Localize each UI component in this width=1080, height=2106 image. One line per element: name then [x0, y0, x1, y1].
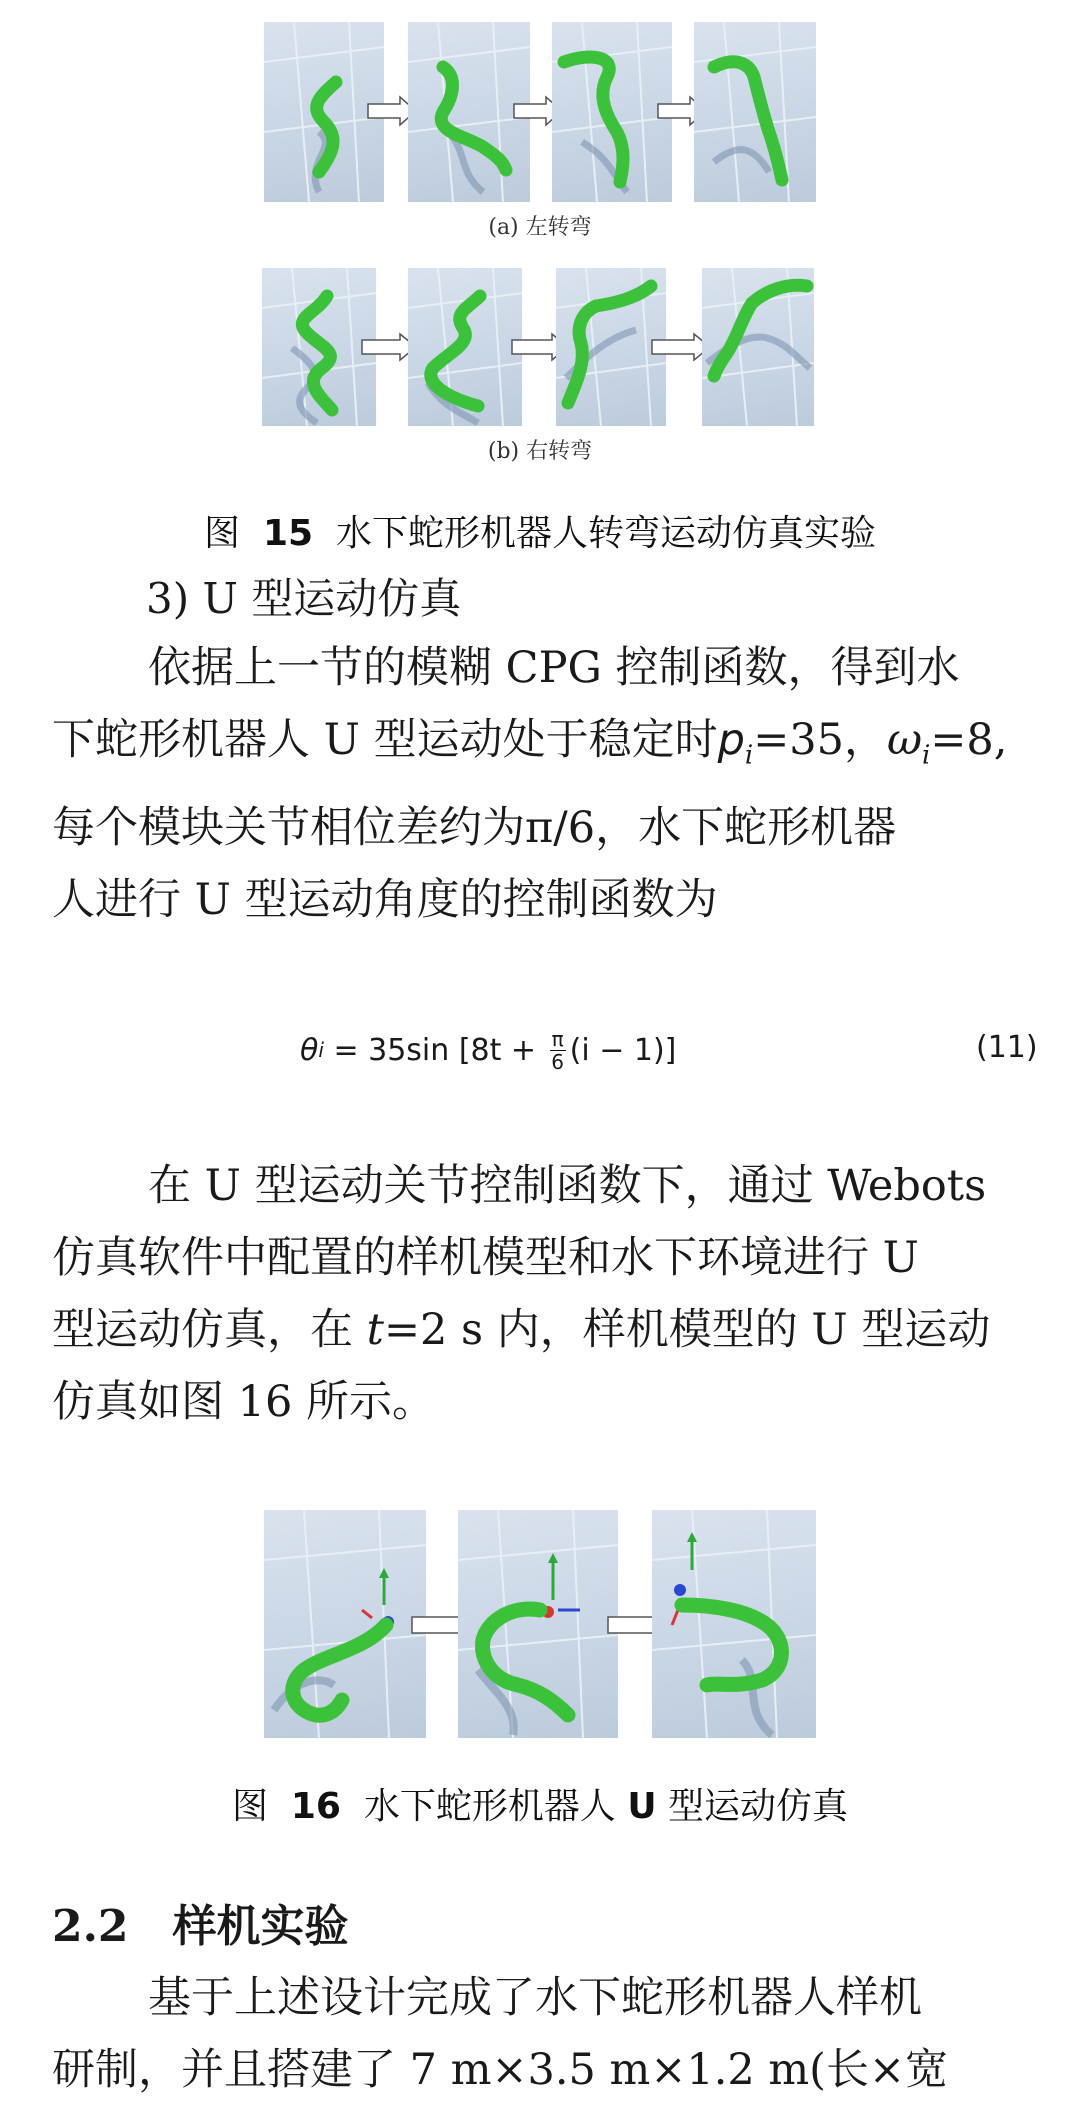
paragraph-2 — [52, 1150, 1042, 1438]
fig16-frame-1 — [264, 1510, 426, 1738]
paragraph-line — [52, 704, 1042, 792]
subfigure-caption-b: (b) 右转弯 — [487, 439, 593, 464]
text-span: 型运动仿真，在 — [52, 1305, 367, 1355]
figure-caption-16 — [0, 1778, 1080, 1829]
eq-tail: (i − 1)] — [569, 1032, 677, 1068]
math-symbol-p: p — [717, 715, 745, 765]
math-symbol-omega: ω — [886, 715, 923, 765]
fig16-frame-2 — [458, 1510, 618, 1738]
section-title: 样机实验 — [172, 1901, 349, 1952]
fig15a-frame-3 — [552, 22, 672, 202]
paragraph-line: 依据上一节的模糊 CPG 控制函数，得到水 — [148, 643, 960, 693]
fig16-frame-3 — [652, 1510, 816, 1738]
eq-frac-denominator: 6 — [551, 1049, 564, 1074]
snake-sim-image — [552, 22, 672, 202]
subsection-heading: 3) U 型运动仿真 — [146, 574, 462, 623]
paragraph-line — [52, 1294, 1042, 1366]
math-subscript: i — [922, 740, 931, 771]
caption-number: 15 — [262, 513, 314, 554]
eq-middle: = 35sin [8t + — [323, 1032, 546, 1068]
subfigure-caption-a: (a) 左转弯 — [488, 215, 592, 240]
equation-number: (11) — [976, 1030, 1038, 1065]
equation-11 — [300, 1015, 760, 1085]
snake-sim-image — [652, 1510, 816, 1738]
paragraph-line: 仿真软件中配置的样机模型和水下环境进行 U — [52, 1233, 919, 1283]
section-heading — [52, 1890, 349, 1954]
math-symbol-t: t — [366, 1305, 384, 1355]
caption-text: 水下蛇形机器人转弯运动仿真实验 — [335, 513, 876, 554]
eq-fraction — [550, 1028, 566, 1073]
caption-number: 16 — [290, 1786, 341, 1827]
fig15a-frame-4 — [694, 22, 816, 202]
eq-frac-numerator: π — [551, 1026, 564, 1051]
text-span: 下蛇形机器人 U 型运动处于稳定时 — [52, 715, 718, 765]
snake-sim-image — [702, 268, 814, 426]
section-number: 2.2 — [52, 1901, 129, 1952]
eq-theta: θ — [300, 1032, 319, 1068]
snake-sim-image — [408, 268, 522, 426]
paragraph-line: 每个模块关节相位差约为π/6，水下蛇形机器 — [52, 802, 897, 853]
snake-sim-image — [264, 1510, 426, 1738]
fig15b-frame-1 — [262, 268, 376, 426]
snake-sim-image — [262, 268, 376, 426]
paragraph-line: 仿真如图 16 所示。 — [52, 1377, 436, 1427]
eq-subscript: i — [318, 1038, 324, 1062]
text-span: =8, — [930, 715, 1008, 765]
paragraph-line: 人进行 U 型运动角度的控制函数为 — [52, 874, 718, 925]
text-span: =35， — [753, 715, 887, 765]
caption-text: 水下蛇形机器人 — [363, 1786, 616, 1827]
caption-prefix: 图 — [204, 513, 241, 554]
math-subscript: i — [744, 740, 754, 771]
text-span: =2 s 内，样机模型的 U 型运动 — [383, 1305, 991, 1355]
caption-text: 型运动仿真 — [668, 1786, 849, 1827]
paragraph-line: 研制，并且搭建了 7 m×3.5 m×1.2 m(长×宽 — [52, 2045, 948, 2095]
caption-bold-u: U — [627, 1786, 657, 1827]
fig15b-frame-4 — [702, 268, 814, 426]
snake-sim-image — [694, 22, 816, 202]
snake-sim-image — [458, 1510, 618, 1738]
paragraph-3 — [52, 1962, 1042, 2106]
paragraph-line: 基于上述设计完成了水下蛇形机器人样机 — [148, 1973, 922, 2023]
paragraph-1 — [52, 632, 1042, 936]
figure-caption-15 — [0, 505, 1080, 556]
paragraph-line: 在 U 型运动关节控制函数下，通过 Webots — [148, 1161, 987, 1211]
fig15b-frame-2 — [408, 268, 522, 426]
caption-prefix: 图 — [231, 1786, 268, 1827]
